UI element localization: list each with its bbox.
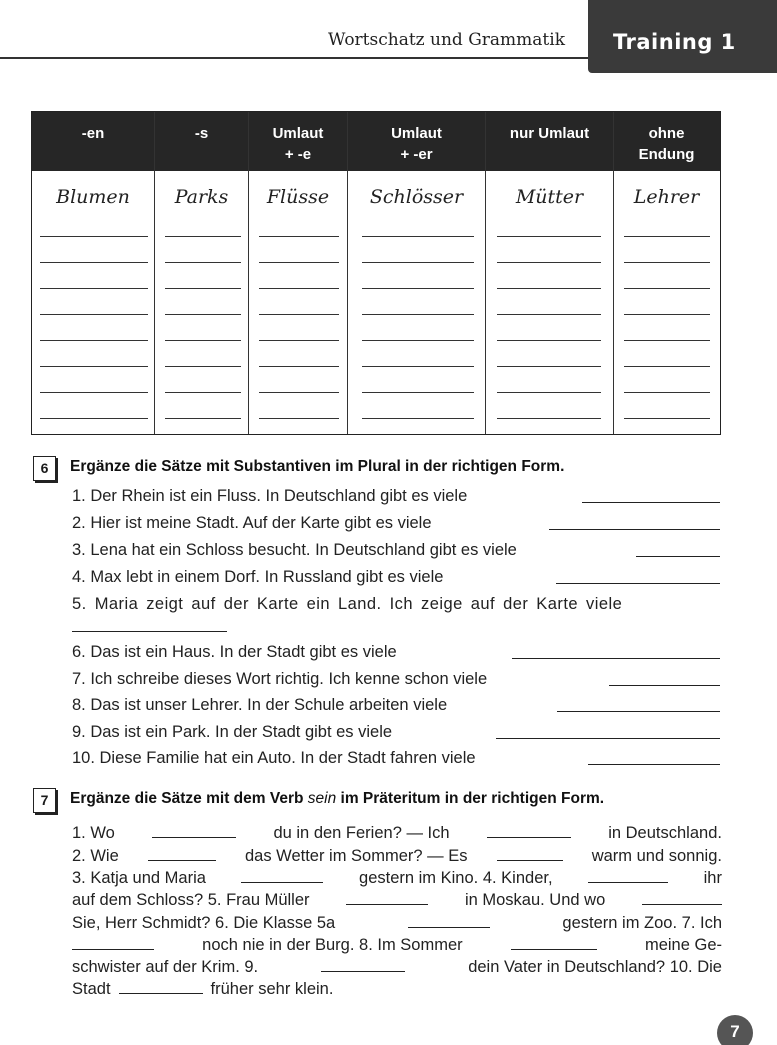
table-answer-line[interactable]	[259, 392, 339, 393]
ex7-text: 2. Wie	[72, 847, 119, 865]
column-header	[155, 112, 248, 171]
ex7-text: schwister auf der Krim. 9.	[72, 958, 259, 976]
table-answer-line[interactable]	[165, 288, 241, 289]
table-answer-line[interactable]	[362, 262, 474, 263]
ex7-text: gestern im Kino. 4. Kinder,	[359, 869, 553, 887]
exercise-6-number: 6	[33, 456, 56, 481]
ex7-line-6	[72, 936, 722, 955]
ex7-text: 1. Wo	[72, 824, 115, 842]
ex7-gap[interactable]	[321, 958, 405, 972]
table-answer-line[interactable]	[165, 392, 241, 393]
table-answer-line[interactable]	[624, 366, 710, 367]
plural-table	[31, 111, 721, 435]
table-answer-line[interactable]	[165, 340, 241, 341]
column-header-label: -s	[194, 125, 209, 142]
table-answer-line[interactable]	[40, 366, 148, 367]
table-answer-line[interactable]	[362, 314, 474, 315]
table-column-ohne-endung	[614, 112, 719, 434]
table-answer-line[interactable]	[40, 288, 148, 289]
column-header-label: -en	[81, 125, 105, 142]
table-answer-line[interactable]	[40, 314, 148, 315]
ex7-gap[interactable]	[152, 824, 236, 838]
ex6-sentence-5: 5. Maria zeigt auf der Karte ein Land. Ich zeige auf der Karte viele	[72, 595, 623, 613]
ex6-sentence-6: 6. Das ist ein Haus. In der Stadt gibt es viele	[72, 643, 397, 661]
table-answer-line[interactable]	[624, 392, 710, 393]
table-answer-line[interactable]	[497, 392, 601, 393]
ex7-text: du in den Ferien? — Ich	[273, 824, 450, 842]
ex7-line-7	[72, 958, 722, 977]
table-answer-line[interactable]	[259, 288, 339, 289]
table-answer-line[interactable]	[40, 418, 148, 419]
column-header-label: Umlaut	[272, 125, 324, 142]
column-header	[32, 112, 154, 171]
table-answer-line[interactable]	[362, 340, 474, 341]
ex6-sentence-4: 4. Max lebt in einem Dorf. In Russland gibt es viele	[72, 568, 444, 586]
ex7-gap[interactable]	[408, 914, 490, 928]
ex7-text: Sie, Herr Schmidt? 6. Die Klasse 5a	[72, 914, 336, 932]
ex7-gap[interactable]	[241, 869, 323, 883]
table-answer-line[interactable]	[624, 262, 710, 263]
column-header-label: ohne	[648, 125, 685, 142]
exercise-6-title: Ergänze die Sätze mit Substantiven im Plural in der richtigen Form.	[70, 458, 565, 475]
page-number: 7	[717, 1015, 753, 1045]
table-answer-line[interactable]	[497, 366, 601, 367]
exercise-7-title-b: im Präteritum in der richtigen Form.	[340, 790, 605, 807]
ex7-text: in Moskau. Und wo	[464, 891, 606, 909]
ex7-line-2	[72, 847, 722, 866]
column-example: Blumen	[56, 186, 130, 208]
column-header-label: Umlaut	[391, 125, 442, 142]
exercise-7-title	[70, 790, 604, 808]
ex6-answer-line-7[interactable]	[609, 685, 720, 686]
table-column-umlaut-e	[249, 112, 348, 434]
table-answer-line[interactable]	[362, 288, 474, 289]
table-answer-line[interactable]	[40, 236, 148, 237]
exercise-7-number: 7	[33, 788, 56, 813]
ex7-gap[interactable]	[72, 936, 154, 950]
ex6-answer-line-9[interactable]	[496, 738, 720, 739]
ex6-sentence-10: 10. Diese Familie hat ein Auto. In der Stadt fahren viele	[72, 749, 476, 767]
table-answer-line[interactable]	[497, 418, 601, 419]
section-title: Wortschatz und Grammatik	[328, 30, 566, 50]
table-answer-line[interactable]	[259, 366, 339, 367]
ex6-answer-line-5[interactable]	[72, 631, 227, 632]
ex7-text: Stadt	[72, 980, 111, 998]
table-answer-line[interactable]	[165, 366, 241, 367]
ex7-line-5	[72, 914, 722, 933]
column-header	[249, 112, 347, 171]
column-example: Flüsse	[266, 186, 330, 208]
column-header	[348, 112, 485, 171]
ex7-text: noch nie in der Burg. 8. Im Sommer	[202, 936, 463, 954]
ex6-answer-line-3[interactable]	[636, 556, 720, 557]
ex7-text: dein Vater in Deutschland? 10. Die	[468, 958, 722, 976]
ex7-text: ihr	[703, 869, 722, 887]
training-badge	[588, 0, 777, 73]
ex7-line-1	[72, 824, 722, 843]
table-answer-line[interactable]	[624, 418, 710, 419]
table-answer-line[interactable]	[362, 418, 474, 419]
column-example: Lehrer	[633, 186, 700, 208]
table-answer-line[interactable]	[165, 314, 241, 315]
ex7-line-3	[72, 869, 722, 888]
table-answer-line[interactable]	[40, 340, 148, 341]
ex6-answer-line-10[interactable]	[588, 764, 720, 765]
ex7-gap[interactable]	[588, 869, 668, 883]
exercise-7-title-verb: sein	[307, 790, 337, 807]
training-badge-label: Training 1	[613, 30, 736, 54]
table-answer-line[interactable]	[624, 288, 710, 289]
table-answer-line[interactable]	[624, 340, 710, 341]
ex6-answer-line-2[interactable]	[549, 529, 720, 530]
ex7-text: das Wetter im Sommer? — Es	[244, 847, 468, 865]
ex7-text: 3. Katja und Maria	[72, 869, 206, 887]
ex7-gap[interactable]	[511, 936, 597, 950]
table-column-umlaut-er	[348, 112, 486, 434]
table-answer-line[interactable]	[497, 314, 601, 315]
column-header	[486, 112, 613, 171]
column-example: Parks	[174, 186, 229, 208]
table-answer-line[interactable]	[165, 418, 241, 419]
table-answer-line[interactable]	[497, 340, 601, 341]
ex7-line-8	[72, 980, 722, 999]
ex7-gap[interactable]	[148, 847, 216, 861]
ex6-sentence-2: 2. Hier ist meine Stadt. Auf der Karte gibt es viele	[72, 514, 432, 532]
ex6-answer-line-6[interactable]	[512, 658, 720, 659]
column-example: Schlösser	[369, 186, 464, 208]
table-answer-line[interactable]	[40, 392, 148, 393]
column-header-label-2: + -er	[400, 146, 433, 163]
ex6-sentence-9: 9. Das ist ein Park. In der Stadt gibt es viele	[72, 723, 393, 741]
table-answer-line[interactable]	[624, 314, 710, 315]
table-answer-line[interactable]	[259, 340, 339, 341]
table-answer-line[interactable]	[624, 236, 710, 237]
column-header-label: nur Umlaut	[509, 125, 590, 142]
table-answer-line[interactable]	[362, 392, 474, 393]
table-column-nur-umlaut	[486, 112, 614, 434]
ex6-sentence-7: 7. Ich schreibe dieses Wort richtig. Ich kenne schon viele	[72, 670, 488, 688]
table-column-s	[155, 112, 249, 434]
ex6-sentence-3: 3. Lena hat ein Schloss besucht. In Deutschland gibt es viele	[72, 541, 517, 559]
table-answer-line[interactable]	[362, 236, 474, 237]
ex7-gap[interactable]	[497, 847, 563, 861]
table-answer-line[interactable]	[259, 314, 339, 315]
ex7-text: meine Ge-	[644, 936, 722, 954]
ex7-text: gestern im Zoo. 7. Ich	[562, 914, 722, 932]
table-answer-line[interactable]	[165, 262, 241, 263]
ex7-gap[interactable]	[487, 824, 571, 838]
ex7-gap[interactable]	[346, 891, 428, 905]
table-answer-line[interactable]	[165, 236, 241, 237]
ex6-sentence-1: 1. Der Rhein ist ein Fluss. In Deutschland gibt es viele	[72, 487, 468, 505]
column-header-label-2: + -e	[284, 146, 312, 163]
exercise-7-title-a: Ergänze die Sätze mit dem Verb	[70, 790, 304, 807]
table-answer-line[interactable]	[497, 236, 601, 237]
column-header	[614, 112, 719, 171]
column-header-label-2: Endung	[638, 146, 695, 163]
ex7-text: auf dem Schloss? 5. Frau Müller	[72, 891, 310, 909]
table-column-en	[32, 112, 155, 434]
ex7-gap[interactable]	[119, 980, 203, 994]
table-answer-line[interactable]	[259, 262, 339, 263]
ex7-text: früher sehr klein.	[210, 980, 334, 998]
header-rule	[0, 57, 590, 59]
table-answer-line[interactable]	[40, 262, 148, 263]
table-answer-line[interactable]	[259, 236, 339, 237]
ex6-answer-line-1[interactable]	[582, 502, 720, 503]
ex7-text: in Deutschland.	[608, 824, 722, 842]
ex6-answer-line-4[interactable]	[556, 583, 720, 584]
ex6-sentence-8: 8. Das ist unser Lehrer. In der Schule arbeiten viele	[72, 696, 448, 714]
ex7-gap[interactable]	[642, 891, 722, 905]
table-answer-line[interactable]	[497, 288, 601, 289]
table-answer-line[interactable]	[362, 366, 474, 367]
column-example: Mütter	[515, 186, 584, 208]
table-answer-line[interactable]	[259, 418, 339, 419]
ex7-line-4	[72, 891, 722, 910]
ex6-answer-line-8[interactable]	[557, 711, 720, 712]
table-answer-line[interactable]	[497, 262, 601, 263]
ex7-text: warm und sonnig.	[591, 847, 722, 865]
